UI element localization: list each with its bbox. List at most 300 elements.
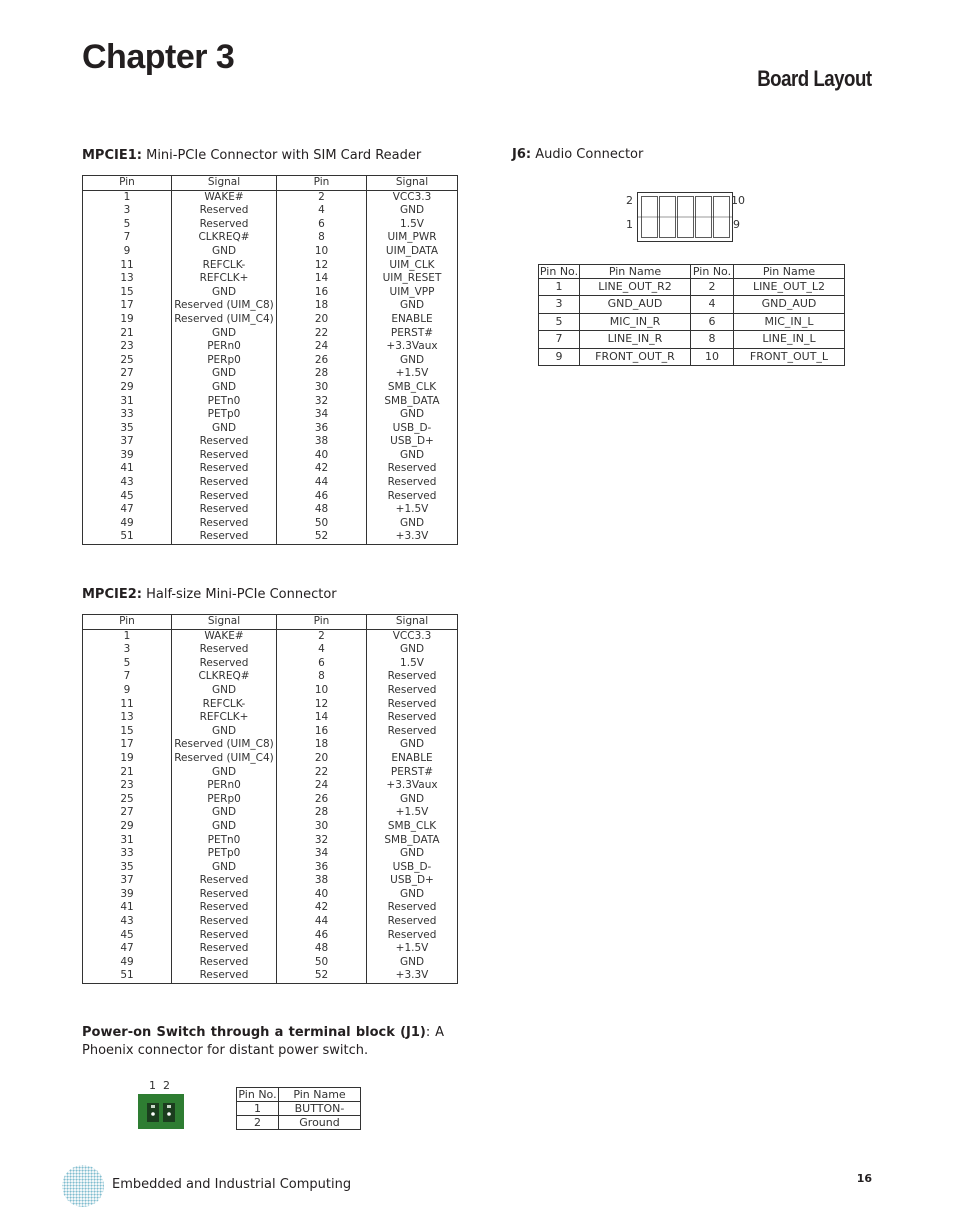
table-row <box>83 218 458 232</box>
table-cell: 22 <box>277 327 367 341</box>
table-cell: GND <box>172 367 277 381</box>
table-cell: +3.3V <box>367 969 458 983</box>
table-header-cell: Signal <box>172 615 277 630</box>
table-header-cell: Pin Name <box>279 1088 361 1102</box>
table-cell: Reserved <box>172 901 277 915</box>
table-cell: GND <box>172 725 277 739</box>
table-cell: 43 <box>83 915 172 929</box>
mpcie2-heading <box>82 587 337 602</box>
table-cell: 13 <box>83 272 172 286</box>
table-cell: PERST# <box>367 327 458 341</box>
j6-heading-text: Audio Connector <box>531 147 644 162</box>
table-cell: +1.5V <box>367 503 458 517</box>
table-cell: GND <box>172 766 277 780</box>
table-header-row <box>83 176 458 191</box>
table-cell: GND <box>367 888 458 902</box>
table-row <box>83 684 458 698</box>
mpcie2-pin-table <box>82 614 458 984</box>
table-cell: 44 <box>277 476 367 490</box>
table-cell: 38 <box>277 874 367 888</box>
table-cell: CLKREQ# <box>172 670 277 684</box>
table-cell: PERn0 <box>172 340 277 354</box>
table-cell: UIM_PWR <box>367 231 458 245</box>
table-cell: 30 <box>277 820 367 834</box>
table-cell: 29 <box>83 381 172 395</box>
table-header-cell: Pin <box>277 615 367 630</box>
table-cell: 31 <box>83 395 172 409</box>
table-cell: 30 <box>277 381 367 395</box>
table-cell: 26 <box>277 793 367 807</box>
table-cell: REFCLK- <box>172 698 277 712</box>
table-cell: UIM_DATA <box>367 245 458 259</box>
table-cell: 1.5V <box>367 218 458 232</box>
table-cell: +1.5V <box>367 942 458 956</box>
j6-label-pin10: 10 <box>731 194 745 207</box>
table-cell: 40 <box>277 449 367 463</box>
table-cell: 18 <box>277 738 367 752</box>
table-row <box>539 296 845 313</box>
table-row <box>83 861 458 875</box>
table-cell: 45 <box>83 929 172 943</box>
table-cell: 46 <box>277 929 367 943</box>
table-cell: SMB_DATA <box>367 395 458 409</box>
table-row <box>83 752 458 766</box>
table-cell: 6 <box>691 313 734 330</box>
table-cell: +3.3V <box>367 530 458 544</box>
table-cell: 33 <box>83 847 172 861</box>
table-cell: GND <box>172 245 277 259</box>
table-row <box>539 313 845 330</box>
table-cell: 37 <box>83 874 172 888</box>
table-cell: 4 <box>691 296 734 313</box>
table-cell: Reserved <box>172 218 277 232</box>
table-cell: Reserved <box>367 490 458 504</box>
table-cell: 16 <box>277 286 367 300</box>
table-cell: 24 <box>277 779 367 793</box>
table-cell: Reserved <box>367 670 458 684</box>
table-row <box>83 354 458 368</box>
table-cell: 32 <box>277 834 367 848</box>
table-row <box>83 313 458 327</box>
table-cell: 6 <box>277 657 367 671</box>
table-cell: MIC_IN_L <box>734 313 845 330</box>
table-cell: 51 <box>83 530 172 544</box>
table-cell: WAKE# <box>172 629 277 643</box>
table-cell: Reserved <box>172 915 277 929</box>
table-row <box>237 1102 361 1116</box>
table-cell: Reserved <box>172 204 277 218</box>
table-cell: Reserved <box>172 643 277 657</box>
table-cell: +3.3Vaux <box>367 340 458 354</box>
table-cell: 8 <box>277 670 367 684</box>
table-cell: ENABLE <box>367 313 458 327</box>
table-row <box>83 272 458 286</box>
table-cell: 10 <box>277 245 367 259</box>
table-cell: Reserved <box>172 490 277 504</box>
j1-terminal-block-icon <box>138 1094 184 1130</box>
table-cell: 28 <box>277 806 367 820</box>
table-cell: PETn0 <box>172 834 277 848</box>
table-row <box>83 340 458 354</box>
table-cell: 5 <box>83 218 172 232</box>
company-logo-icon <box>60 1163 106 1209</box>
table-cell: 1.5V <box>367 657 458 671</box>
table-cell: 7 <box>83 670 172 684</box>
table-row <box>83 738 458 752</box>
table-cell: 49 <box>83 956 172 970</box>
j6-heading <box>512 147 643 162</box>
table-header-row <box>539 265 845 279</box>
table-cell: 41 <box>83 462 172 476</box>
table-cell: 26 <box>277 354 367 368</box>
table-cell: Reserved <box>367 711 458 725</box>
table-cell: REFCLK- <box>172 259 277 273</box>
page-number: 16 <box>856 1172 872 1185</box>
table-cell: 43 <box>83 476 172 490</box>
table-row <box>539 331 845 348</box>
table-cell: 34 <box>277 847 367 861</box>
table-row <box>83 367 458 381</box>
mpcie2-heading-text: Half-size Mini-PCIe Connector <box>141 587 337 602</box>
power-switch-description: : A Phoenix connector for distant power switch. <box>82 1025 444 1058</box>
table-cell: +1.5V <box>367 806 458 820</box>
table-row <box>83 530 458 544</box>
table-cell: 9 <box>83 245 172 259</box>
table-cell: GND <box>367 793 458 807</box>
mpcie2-heading-bold: MPCIE2: <box>82 587 142 602</box>
table-row <box>83 190 458 204</box>
table-cell: PERp0 <box>172 793 277 807</box>
table-cell: GND <box>172 806 277 820</box>
table-header-cell: Pin No. <box>238 1088 277 1101</box>
table-cell: 2 <box>277 629 367 643</box>
table-cell: 11 <box>83 698 172 712</box>
table-cell: LINE_IN_R <box>580 331 691 348</box>
table-cell: REFCLK+ <box>172 272 277 286</box>
table-cell: 9 <box>539 348 580 365</box>
table-cell: 37 <box>83 435 172 449</box>
table-cell: 19 <box>83 313 172 327</box>
table-row <box>83 490 458 504</box>
table-cell: 32 <box>277 395 367 409</box>
table-row <box>83 834 458 848</box>
table-cell: UIM_RESET <box>367 272 458 286</box>
table-cell: 35 <box>83 861 172 875</box>
table-cell: 14 <box>277 272 367 286</box>
table-cell: 2 <box>277 190 367 204</box>
table-cell: GND <box>367 517 458 531</box>
table-cell: GND <box>172 381 277 395</box>
table-cell: GND <box>367 204 458 218</box>
table-cell: 5 <box>83 657 172 671</box>
table-cell: GND_AUD <box>580 296 691 313</box>
table-cell: 21 <box>83 327 172 341</box>
mpcie1-pin-table <box>82 175 458 545</box>
table-row <box>83 395 458 409</box>
table-row <box>83 969 458 983</box>
table-row <box>83 942 458 956</box>
table-cell: 20 <box>277 752 367 766</box>
table-cell: PERp0 <box>172 354 277 368</box>
table-cell: Reserved <box>172 969 277 983</box>
table-row <box>539 279 845 296</box>
table-cell: 42 <box>277 901 367 915</box>
table-cell: 27 <box>83 806 172 820</box>
table-cell: 39 <box>83 449 172 463</box>
j6-label-pin2: 2 <box>626 194 633 207</box>
table-cell: 1 <box>237 1102 279 1116</box>
table-cell: 52 <box>277 530 367 544</box>
table-row <box>83 629 458 643</box>
table-cell: Reserved <box>367 929 458 943</box>
j6-pin-table <box>538 264 845 366</box>
table-cell: 51 <box>83 969 172 983</box>
table-cell: GND <box>172 820 277 834</box>
table-row <box>83 820 458 834</box>
table-row <box>83 698 458 712</box>
table-cell: 10 <box>691 348 734 365</box>
table-cell: 23 <box>83 779 172 793</box>
power-switch-heading: Power-on Switch through a terminal block (J1) <box>82 1025 426 1040</box>
table-row <box>83 929 458 943</box>
table-cell: 8 <box>691 331 734 348</box>
table-cell: GND <box>367 354 458 368</box>
table-row <box>83 327 458 341</box>
table-row <box>83 847 458 861</box>
table-cell: 3 <box>83 204 172 218</box>
table-cell: LINE_IN_L <box>734 331 845 348</box>
table-row <box>83 643 458 657</box>
table-cell: 3 <box>83 643 172 657</box>
table-cell: GND <box>367 738 458 752</box>
table-cell: Reserved <box>172 503 277 517</box>
table-cell: 7 <box>539 331 580 348</box>
table-cell: BUTTON- <box>279 1102 361 1116</box>
table-cell: USB_D+ <box>367 874 458 888</box>
table-cell: REFCLK+ <box>172 711 277 725</box>
table-row <box>83 956 458 970</box>
table-cell: 24 <box>277 340 367 354</box>
table-header-cell: Pin <box>277 176 367 191</box>
table-cell: Reserved (UIM_C8) <box>172 738 277 752</box>
table-row <box>83 449 458 463</box>
table-cell: 48 <box>277 503 367 517</box>
table-row <box>83 259 458 273</box>
table-cell: 34 <box>277 408 367 422</box>
table-cell: 4 <box>277 204 367 218</box>
table-cell: SMB_CLK <box>367 381 458 395</box>
table-header-cell: Pin No. <box>691 265 734 279</box>
table-cell: 40 <box>277 888 367 902</box>
table-cell: GND_AUD <box>734 296 845 313</box>
mpcie1-heading-bold: MPCIE1: <box>82 148 142 163</box>
table-cell: USB_D- <box>367 422 458 436</box>
table-row <box>83 779 458 793</box>
table-cell: 31 <box>83 834 172 848</box>
table-row <box>83 874 458 888</box>
chapter-title: Chapter 3 <box>82 38 235 76</box>
table-cell: 5 <box>539 313 580 330</box>
table-cell: Reserved <box>367 915 458 929</box>
table-cell: 15 <box>83 725 172 739</box>
table-row <box>83 381 458 395</box>
table-row <box>539 348 845 365</box>
table-cell: 21 <box>83 766 172 780</box>
table-cell: ENABLE <box>367 752 458 766</box>
table-header-cell: Pin <box>83 176 172 191</box>
table-cell: Reserved <box>172 435 277 449</box>
table-cell: 33 <box>83 408 172 422</box>
table-row <box>83 901 458 915</box>
j1-pin-labels: 1 2 <box>149 1079 170 1092</box>
table-cell: 6 <box>277 218 367 232</box>
table-cell: GND <box>172 286 277 300</box>
table-cell: GND <box>367 956 458 970</box>
table-header-cell: Pin <box>83 615 172 630</box>
table-cell: PETn0 <box>172 395 277 409</box>
table-row <box>83 231 458 245</box>
table-cell: 11 <box>83 259 172 273</box>
table-row <box>83 422 458 436</box>
table-row <box>83 915 458 929</box>
table-cell: 23 <box>83 340 172 354</box>
table-cell: 50 <box>277 956 367 970</box>
table-cell: 12 <box>277 698 367 712</box>
table-cell: GND <box>172 684 277 698</box>
table-cell: LINE_OUT_L2 <box>734 279 845 296</box>
table-cell: GND <box>367 643 458 657</box>
table-row <box>83 408 458 422</box>
table-row <box>83 766 458 780</box>
table-cell: 42 <box>277 462 367 476</box>
table-cell: Reserved <box>367 462 458 476</box>
table-cell: GND <box>367 299 458 313</box>
table-cell: Reserved <box>367 901 458 915</box>
table-cell: 2 <box>691 279 734 296</box>
table-row <box>83 670 458 684</box>
table-row <box>83 503 458 517</box>
table-row <box>83 476 458 490</box>
table-row <box>83 462 458 476</box>
table-row <box>83 806 458 820</box>
j6-heading-bold: J6: <box>512 147 532 162</box>
table-cell: 13 <box>83 711 172 725</box>
table-cell: VCC3.3 <box>367 190 458 204</box>
table-cell: GND <box>172 422 277 436</box>
table-row <box>83 299 458 313</box>
table-row <box>83 245 458 259</box>
table-cell: UIM_CLK <box>367 259 458 273</box>
table-cell: 27 <box>83 367 172 381</box>
table-header-cell: Signal <box>367 176 458 191</box>
table-cell: 16 <box>277 725 367 739</box>
section-title: Board Layout <box>757 66 872 91</box>
table-cell: FRONT_OUT_L <box>734 348 845 365</box>
table-row <box>83 517 458 531</box>
table-cell: USB_D+ <box>367 435 458 449</box>
table-header-row <box>83 615 458 630</box>
table-cell: 47 <box>83 942 172 956</box>
table-cell: 38 <box>277 435 367 449</box>
table-cell: 49 <box>83 517 172 531</box>
table-cell: CLKREQ# <box>172 231 277 245</box>
j1-pin-table <box>236 1087 361 1130</box>
table-cell: GND <box>172 861 277 875</box>
table-row <box>83 793 458 807</box>
table-cell: Reserved <box>367 698 458 712</box>
table-row <box>83 657 458 671</box>
table-cell: Reserved (UIM_C8) <box>172 299 277 313</box>
table-cell: GND <box>367 847 458 861</box>
table-cell: 17 <box>83 299 172 313</box>
table-cell: 28 <box>277 367 367 381</box>
table-cell: 1 <box>539 279 580 296</box>
table-cell: 52 <box>277 969 367 983</box>
table-cell: 12 <box>277 259 367 273</box>
table-cell: Reserved (UIM_C4) <box>172 313 277 327</box>
mpcie1-heading <box>82 148 421 163</box>
table-row <box>237 1116 361 1130</box>
table-header-cell: Pin Name <box>580 265 691 279</box>
table-cell: Reserved <box>172 476 277 490</box>
table-cell: PETp0 <box>172 408 277 422</box>
table-header-row <box>237 1088 361 1102</box>
table-cell: Reserved <box>367 684 458 698</box>
table-header-cell: Signal <box>172 176 277 191</box>
table-cell: SMB_DATA <box>367 834 458 848</box>
table-cell: 19 <box>83 752 172 766</box>
table-cell: 25 <box>83 354 172 368</box>
table-cell: 7 <box>83 231 172 245</box>
table-cell: FRONT_OUT_R <box>580 348 691 365</box>
table-cell: 17 <box>83 738 172 752</box>
table-cell: Reserved <box>172 517 277 531</box>
j6-label-pin1: 1 <box>626 218 633 231</box>
power-switch-paragraph <box>82 1024 444 1060</box>
table-cell: Reserved <box>367 476 458 490</box>
table-cell: PERn0 <box>172 779 277 793</box>
table-cell: +1.5V <box>367 367 458 381</box>
table-cell: 36 <box>277 861 367 875</box>
table-cell: 48 <box>277 942 367 956</box>
table-cell: 10 <box>277 684 367 698</box>
table-cell: 3 <box>539 296 580 313</box>
table-cell: Reserved <box>172 449 277 463</box>
table-cell: 15 <box>83 286 172 300</box>
table-cell: LINE_OUT_R2 <box>580 279 691 296</box>
table-cell: 18 <box>277 299 367 313</box>
table-cell: 22 <box>277 766 367 780</box>
table-cell: 45 <box>83 490 172 504</box>
footer-text: Embedded and Industrial Computing <box>112 1177 352 1192</box>
table-row <box>83 204 458 218</box>
table-cell: 47 <box>83 503 172 517</box>
table-cell: PERST# <box>367 766 458 780</box>
table-row <box>83 888 458 902</box>
table-cell: Reserved <box>172 888 277 902</box>
table-cell: Reserved <box>172 462 277 476</box>
table-cell: Ground <box>279 1116 361 1130</box>
table-cell: 39 <box>83 888 172 902</box>
table-cell: Reserved <box>172 530 277 544</box>
table-cell: SMB_CLK <box>367 820 458 834</box>
table-cell: 4 <box>277 643 367 657</box>
table-cell: 44 <box>277 915 367 929</box>
table-cell: 29 <box>83 820 172 834</box>
table-cell: Reserved <box>172 956 277 970</box>
table-cell: 9 <box>83 684 172 698</box>
table-cell: Reserved <box>172 657 277 671</box>
